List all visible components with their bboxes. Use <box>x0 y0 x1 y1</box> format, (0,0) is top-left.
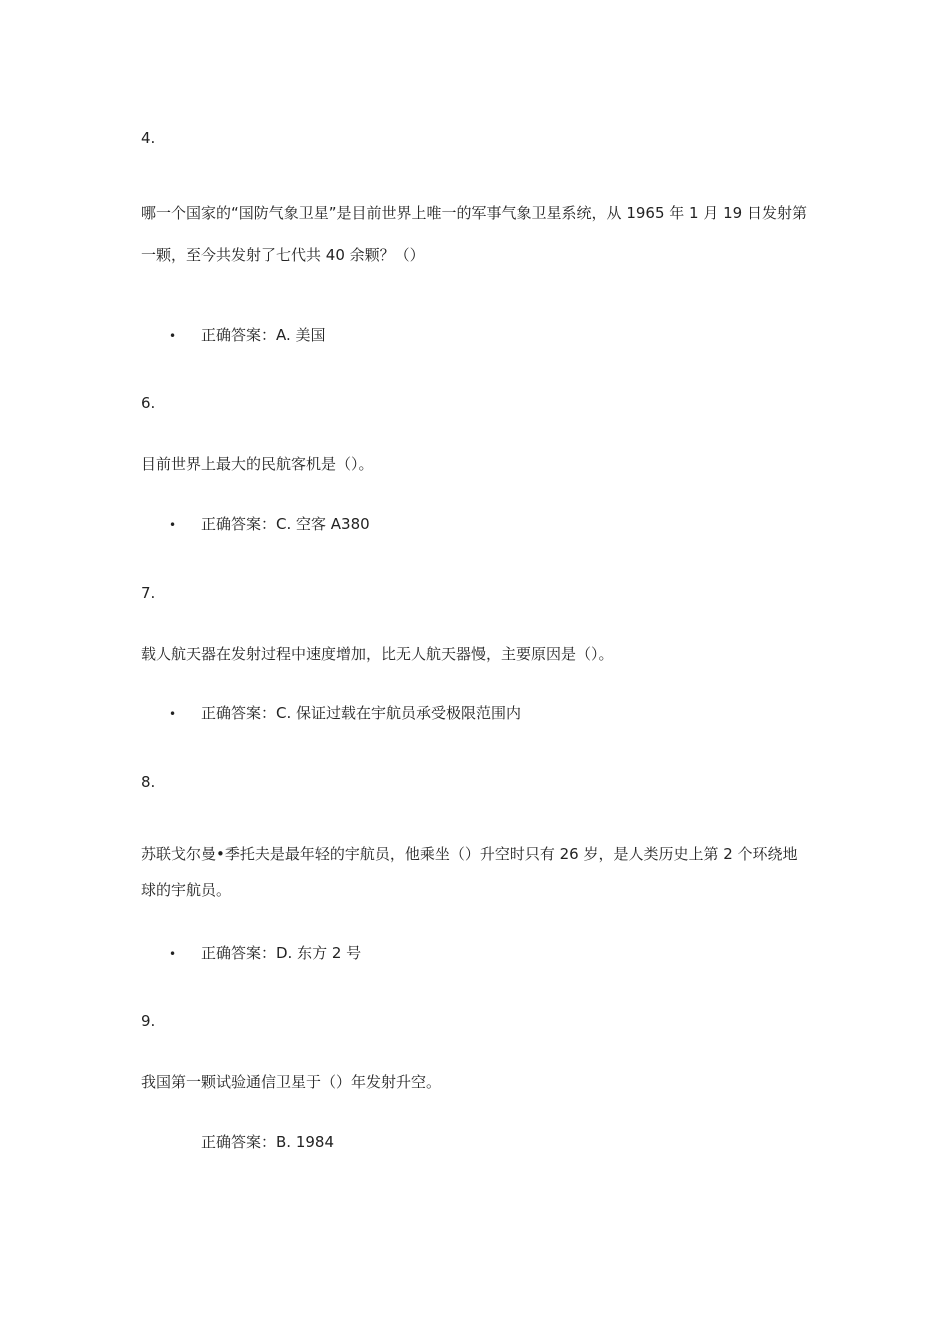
question-text: 苏联戈尔曼•季托夫是最年轻的宇航员，他乘坐（）升空时只有 26 岁，是人类历史上第 2 个环绕地球的宇航员。 <box>141 845 798 899</box>
answer-item <box>169 1132 334 1152</box>
question-number: 9. <box>141 1012 156 1030</box>
answer-item <box>169 325 326 346</box>
bullet-icon: • <box>169 328 177 343</box>
question-number: 4. <box>141 129 156 147</box>
answer-text: 正确答案：D. 东方 2 号 <box>201 944 362 962</box>
question-text: 哪一个国家的“国防气象卫星”是目前世界上唯一的军事气象卫星系统，从 1965 年 1 月 19 日发射第一颗，至今共发射了七代共 40 余颗？（） <box>141 204 807 264</box>
answer-text: 正确答案：B. 1984 <box>201 1133 335 1151</box>
question-text: 载人航天器在发射过程中速度增加，比无人航天器慢，主要原因是（）。 <box>141 645 614 663</box>
answer-item <box>169 943 361 964</box>
answer-text: 正确答案：C. 保证过载在宇航员承受极限范围内 <box>201 704 522 722</box>
question-text: 目前世界上最大的民航客机是（）。 <box>141 455 374 473</box>
bullet-icon: • <box>169 517 177 532</box>
question-number: 8. <box>141 773 156 791</box>
question-number: 7. <box>141 584 156 602</box>
answer-text: 正确答案：C. 空客 A380 <box>201 515 370 533</box>
answer-text: 正确答案：A. 美国 <box>201 326 326 344</box>
question-text: 我国第一颗试验通信卫星于（）年发射升空。 <box>141 1073 442 1091</box>
answer-item <box>169 703 521 724</box>
answer-item <box>169 514 370 535</box>
bullet-icon: • <box>169 706 177 721</box>
bullet-icon: • <box>169 946 177 961</box>
question-number: 6. <box>141 394 156 412</box>
